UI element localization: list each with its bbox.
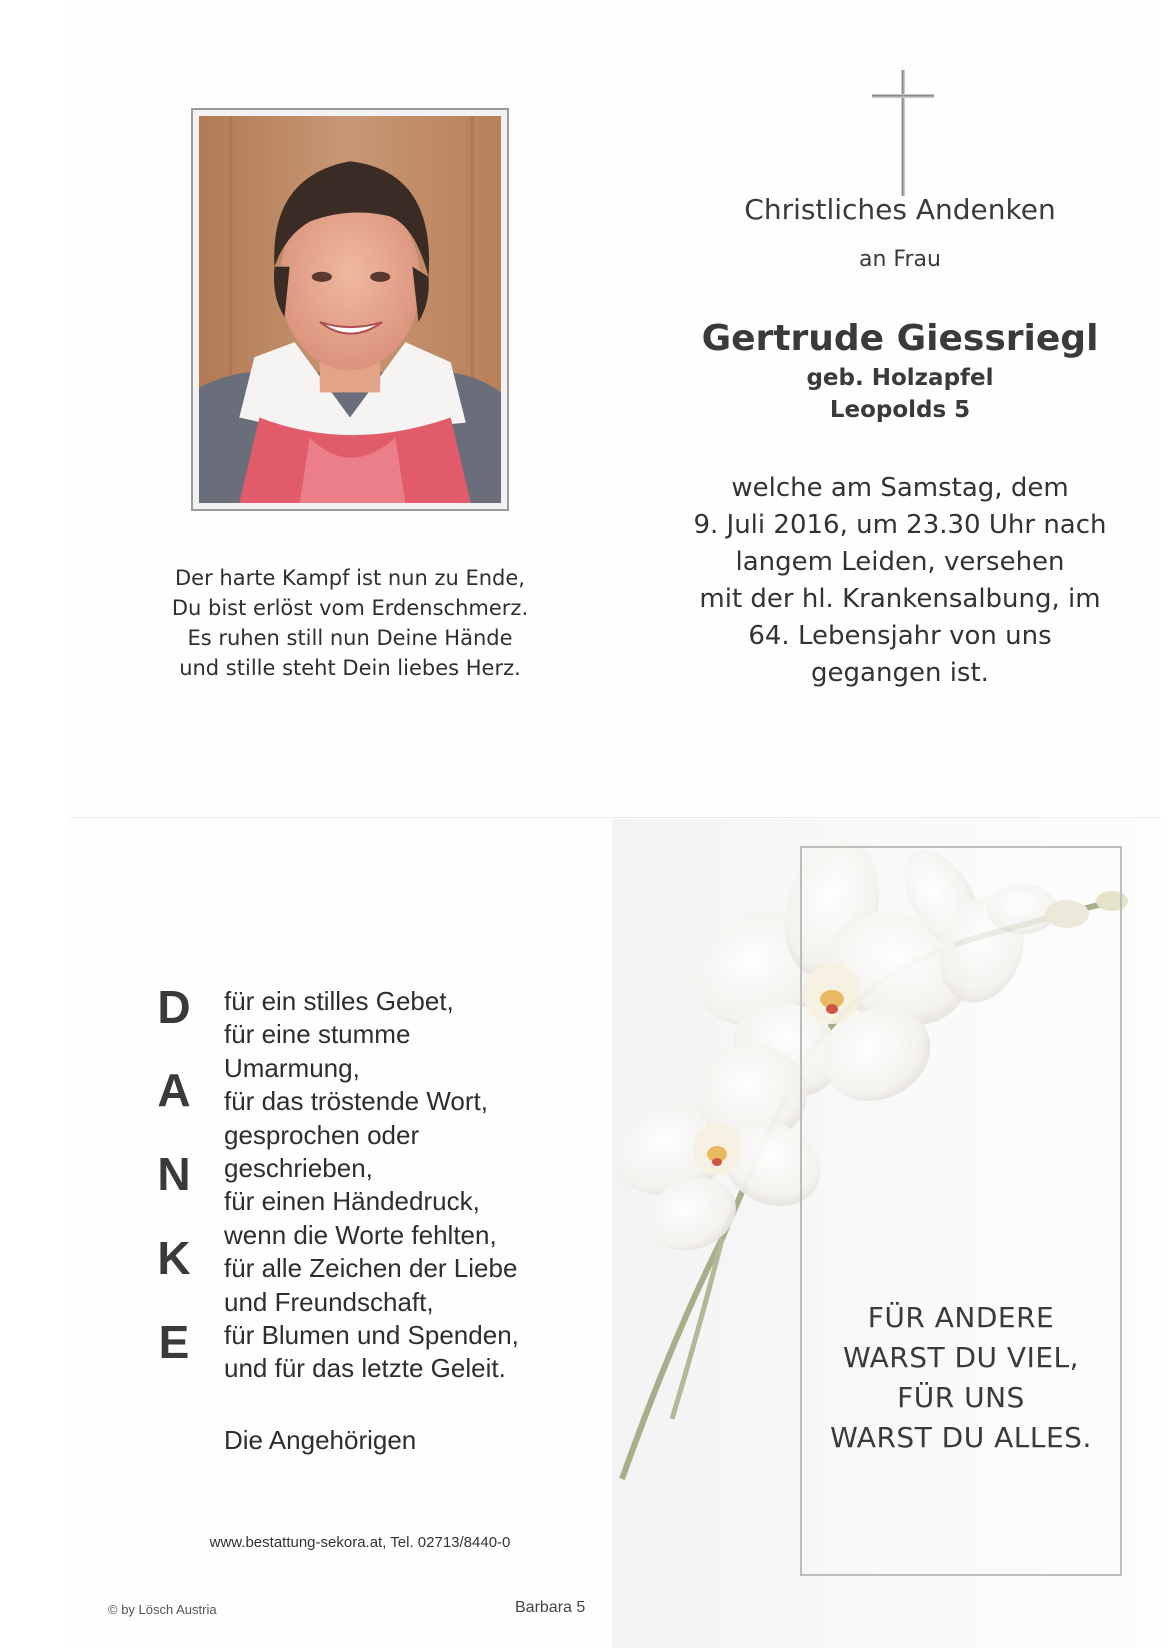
card-model: Barbara 5 (515, 1599, 586, 1616)
thanks-line: und Freundschaft, (224, 1286, 434, 1317)
poem-line: Es ruhen still nun Deine Hände (187, 626, 513, 650)
danke-letter: K (157, 1232, 191, 1284)
thanks-line: für einen Händedruck, (224, 1186, 480, 1217)
memorial-quote (800, 1298, 1122, 1458)
danke-letter: D (157, 981, 191, 1033)
poem-line: Du bist erlöst vom Erdenschmerz. (171, 596, 529, 620)
card-heading: Christliches Andenken (744, 193, 1056, 226)
quote-line: FÜR UNS (897, 1381, 1025, 1414)
quote-line: FÜR ANDERE (867, 1301, 1055, 1334)
portrait-photo (199, 116, 501, 503)
copyright: © by Lösch Austria (108, 1602, 217, 1617)
thanks-line: für eine stumme (224, 1019, 411, 1050)
death-notice-line: welche am Samstag, dem (731, 473, 1069, 503)
thanks-line: geschrieben, (224, 1153, 373, 1184)
poem-line: und stille steht Dein liebes Herz. (179, 656, 521, 680)
danke-letter: N (157, 1148, 191, 1200)
thanks-line: für Blumen und Spenden, (224, 1320, 519, 1351)
death-notice-line: mit der hl. Krankensalbung, im (699, 584, 1101, 614)
signoff: Die Angehörigen (224, 1425, 417, 1455)
thanks-text (224, 985, 519, 1386)
funeral-home-contact: www.bestattung-sekora.at, Tel. 02713/8440-0 (209, 1534, 511, 1551)
thanks-line: Umarmung, (224, 1052, 360, 1083)
thanks-line: für ein stilles Gebet, (224, 986, 454, 1016)
deceased-name: Gertrude Giessriegl (701, 318, 1099, 359)
poem-line: Der harte Kampf ist nun zu Ende, (175, 566, 525, 590)
portrait-photo-frame (191, 108, 509, 511)
quote-frame (800, 846, 1122, 1576)
death-notice (686, 470, 1114, 692)
death-notice-line: 64. Lebensjahr von uns (748, 621, 1052, 651)
salutation: an Frau (859, 247, 941, 272)
danke-letter: A (157, 1064, 191, 1116)
quote-line: WARST DU VIEL, (842, 1341, 1080, 1374)
thanks-line: für das tröstende Wort, (224, 1086, 488, 1117)
death-notice-line: gegangen ist. (811, 658, 989, 688)
poem (150, 563, 550, 683)
address: Leopolds 5 (829, 397, 971, 423)
danke-letter: E (158, 1316, 190, 1368)
quote-line: WARST DU ALLES. (830, 1421, 1092, 1454)
thanks-line: gesprochen oder (224, 1119, 420, 1150)
death-notice-line: langem Leiden, versehen (735, 547, 1065, 577)
death-notice-line: 9. Juli 2016, um 23.30 Uhr nach (693, 510, 1107, 540)
thanks-line: für alle Zeichen der Liebe (224, 1253, 518, 1284)
maiden-name: geb. Holzapfel (806, 365, 994, 391)
cross-icon (872, 70, 934, 196)
thanks-line: und für das letzte Geleit. (224, 1353, 506, 1384)
thanks-line: wenn die Worte fehlten, (224, 1219, 497, 1250)
